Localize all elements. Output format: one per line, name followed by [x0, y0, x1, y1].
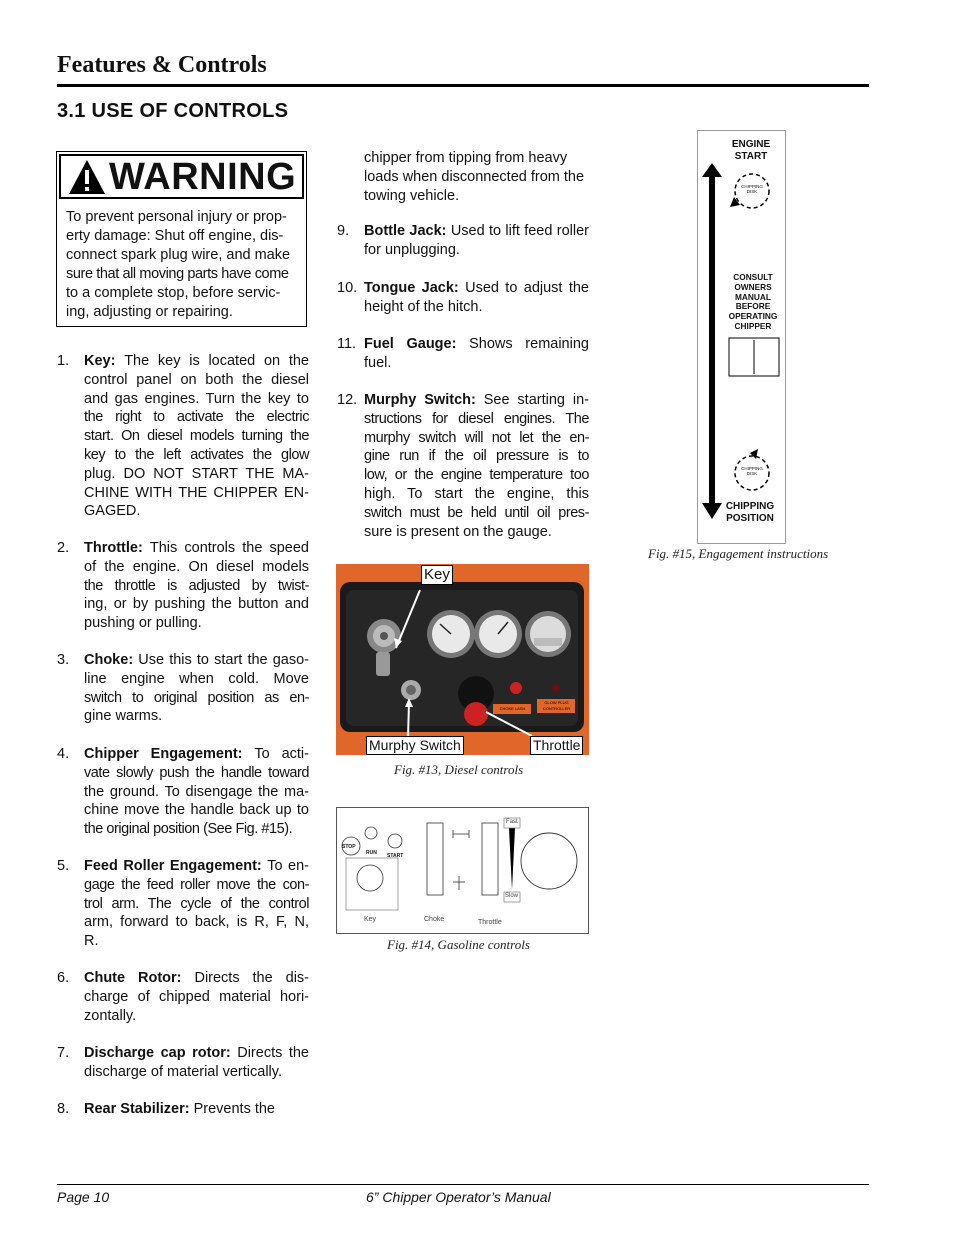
- list-item-text: [84, 539, 309, 633]
- fig14-label-fast: Fast: [506, 819, 518, 825]
- fig14-caption: Fig. #14, Gasoline controls: [387, 937, 530, 952]
- list-item-text: [84, 651, 309, 726]
- footer-rule: [57, 1184, 869, 1185]
- list-item-line: control panel on both the diesel: [84, 371, 309, 388]
- warning-line: ing, adjusting or repairing.: [66, 304, 233, 320]
- list-item-label: Chipper Engagement:: [84, 746, 255, 762]
- list-item-line: low, or the engine temperature too: [364, 467, 589, 484]
- list-item-line: Choke: Use this to start the gaso-: [84, 652, 310, 668]
- list-item-number: 12.: [337, 392, 358, 408]
- list-item-label: Bottle Jack:: [364, 223, 451, 239]
- fig14-label-key: Key: [364, 916, 377, 923]
- fig15-middle-line: CHIPPER: [734, 320, 772, 331]
- list-item-line: CHINE WITH THE CHIPPER EN-: [84, 484, 309, 501]
- list-item-text: [364, 391, 589, 541]
- list-item-line: plug. DO NOT START THE MA-: [84, 465, 309, 482]
- fig14-gasoline-controls: [336, 807, 589, 934]
- list-item-line: gine run if the oil pressure is to: [364, 448, 589, 465]
- fig14-label-run: RUN: [366, 850, 377, 856]
- fig14-label-slow: Slow: [505, 893, 519, 899]
- continuation-line: loads when disconnected from the: [364, 168, 585, 185]
- list-item-text: [84, 1044, 309, 1082]
- list-item-line: switch must be held until oil pres-: [364, 504, 589, 521]
- continuation-text: [364, 149, 589, 205]
- badge-line: DISK: [746, 189, 758, 194]
- fig14-label-throttle: Throttle: [478, 919, 502, 926]
- list-item-text: [364, 335, 589, 373]
- list-item-label: Throttle:: [84, 540, 150, 556]
- list-item-text: [84, 1100, 309, 1119]
- list-item-line: key to the left activates the glow: [84, 446, 309, 463]
- list-item-line: the original position (See Fig. #15).: [84, 821, 293, 838]
- list-item-line: GAGED.: [84, 503, 141, 520]
- list-item-number: 5.: [57, 858, 70, 874]
- fig14-label-stop: STOP: [342, 844, 356, 850]
- list-item-number: 8.: [57, 1101, 70, 1117]
- list-item-line: structions for diesel engines. The: [364, 410, 589, 427]
- diesel-control-panel-drawing: [336, 564, 589, 755]
- list-item-line: gage the feed roller move the con-: [84, 876, 309, 893]
- fig13-callout-key: Key: [421, 565, 453, 585]
- list-item-line: of the engine. On diesel models: [84, 558, 309, 575]
- list-item-number: 1.: [57, 353, 70, 369]
- warning-line: to a complete stop, before servic-: [66, 285, 281, 301]
- list-item-text: [84, 352, 309, 521]
- fig13-callout-murphy: Murphy Switch: [366, 736, 464, 755]
- list-item-line: Fuel Gauge: Shows remaining: [364, 336, 589, 352]
- list-item-line: Chipper Engagement: To acti-: [84, 746, 309, 762]
- list-item-number: 10.: [337, 280, 358, 296]
- fig15-middle-line: BEFORE: [735, 301, 771, 312]
- list-item-line: Feed Roller Engagement: To en-: [84, 858, 309, 874]
- footer-manual-title: 6” Chipper Operator’s Manual: [366, 1189, 551, 1205]
- section-title: Features & Controls: [57, 52, 267, 78]
- subsection-title: 3.1 USE OF CONTROLS: [57, 100, 289, 122]
- list-item-line: high. To start the engine, this: [364, 485, 589, 502]
- list-item-line: height of the hitch.: [364, 298, 483, 315]
- fig15-middle-line: OWNERS: [734, 281, 772, 292]
- badge-line: CHIPPING: [741, 184, 763, 189]
- fig13-glow-label: GLOW PLUG CONTROLLER: [542, 700, 571, 711]
- fig15-top-text: [726, 139, 776, 163]
- list-item-label: Rear Stabilizer:: [84, 1101, 194, 1117]
- fig15-bottom-line: POSITION: [726, 513, 774, 524]
- warning-line: sure that all moving parts have come: [66, 266, 289, 282]
- list-item-line: fuel.: [364, 354, 392, 371]
- fig15-middle-line: MANUAL: [735, 291, 771, 302]
- gasoline-control-panel-drawing: [337, 808, 588, 933]
- list-item-label: Fuel Gauge:: [364, 336, 470, 352]
- list-item-number: 6.: [57, 970, 70, 986]
- list-item-line: Chute Rotor: Directs the dis-: [84, 970, 309, 986]
- list-item-line: arm, forward to back, is R, F, N,: [84, 914, 309, 931]
- fig15-badge-bottom: [734, 466, 770, 476]
- badge-line: CHIPPING: [741, 466, 763, 471]
- list-item-text: [364, 279, 589, 317]
- list-item-number: 2.: [57, 540, 70, 556]
- list-item-text: [364, 222, 589, 260]
- list-item-line: ing, or by pushing the button and: [84, 596, 309, 613]
- list-item-label: Feed Roller Engagement:: [84, 858, 268, 874]
- list-item-label: Choke:: [84, 652, 139, 668]
- fig15-bottom-line: CHIPPING: [725, 501, 775, 512]
- list-item-number: 3.: [57, 652, 70, 668]
- list-item-line: zontally.: [84, 1007, 137, 1024]
- list-item-line: switch to original position as en-: [84, 689, 309, 706]
- fig15-top-line: ENGINE: [731, 139, 771, 150]
- list-item-line: Key: The key is located on the: [84, 353, 309, 369]
- list-item-label: Discharge cap rotor:: [84, 1045, 238, 1061]
- list-item-line: chine move the handle back up to: [84, 802, 309, 819]
- fig13-choke-label: CHOKE LASH: [499, 706, 526, 711]
- list-item-line: trol arm. The cycle of the control: [84, 895, 309, 912]
- list-item-line: Throttle: This controls the speed: [84, 540, 309, 556]
- list-item-line: for unplugging.: [364, 241, 460, 258]
- fig14-label-start: START: [387, 853, 404, 859]
- list-item-line: Discharge cap rotor: Directs the: [84, 1045, 309, 1061]
- warning-title: WARNING: [109, 155, 297, 198]
- list-item-line: charge of chipped material hori-: [84, 988, 309, 1005]
- fig15-engagement-decal: [697, 130, 786, 544]
- list-item-line: the throttle is adjusted by twist-: [84, 577, 309, 594]
- list-item-line: the ground. To disengage the ma-: [84, 783, 309, 800]
- list-item-text: [84, 745, 309, 839]
- controls-list-left: [57, 0, 309, 1235]
- list-item-number: 4.: [57, 746, 70, 762]
- list-item-label: Murphy Switch:: [364, 392, 484, 408]
- fig14-label-choke: Choke: [424, 916, 445, 923]
- list-item-line: sure is present on the gauge.: [364, 523, 552, 540]
- fig15-middle-line: OPERATING: [728, 311, 778, 322]
- fig15-badge-top: [734, 184, 770, 194]
- list-item-line: Bottle Jack: Used to lift feed roller: [364, 223, 589, 239]
- fig15-caption: Fig. #15, Engagement instructions: [648, 546, 829, 561]
- list-item-line: gine warms.: [84, 708, 163, 725]
- list-item-number: 7.: [57, 1045, 70, 1061]
- fig13-callout-throttle: Throttle: [530, 736, 583, 755]
- footer-page-number: Page 10: [57, 1189, 110, 1205]
- list-item-line: Rear Stabilizer: Prevents the: [84, 1101, 276, 1117]
- list-item-line: start. On diesel models turning the: [84, 428, 309, 445]
- badge-line: DISK: [746, 471, 758, 476]
- list-item-label: Key:: [84, 353, 125, 369]
- list-item-line: pushing or pulling.: [84, 615, 202, 632]
- list-item-label: Chute Rotor:: [84, 970, 195, 986]
- continuation-line: chipper from tipping from heavy: [364, 150, 568, 166]
- list-item-line: line engine when cold. Move: [84, 670, 309, 687]
- list-item-line: Tongue Jack: Used to adjust the: [364, 280, 589, 296]
- warning-line: connect spark plug wire, and make: [66, 247, 291, 263]
- list-item-line: vate slowly push the handle toward: [84, 764, 309, 781]
- list-item-text: [84, 969, 309, 1025]
- list-item-line: murphy switch will not let the en-: [364, 429, 589, 446]
- list-item-number: 11.: [337, 336, 357, 352]
- fig15-middle-line: CONSULT: [733, 272, 773, 282]
- list-item-line: R.: [84, 933, 99, 950]
- fig15-top-line: START: [734, 151, 768, 162]
- continuation-line: towing vehicle.: [364, 187, 460, 204]
- warning-line: To prevent personal injury or prop-: [66, 209, 287, 225]
- list-item-line: Murphy Switch: See starting in-: [364, 392, 589, 408]
- list-item-line: discharge of material vertically.: [84, 1063, 282, 1080]
- list-item-line: the right to activate the electric: [84, 409, 309, 426]
- list-item-label: Tongue Jack:: [364, 280, 466, 296]
- list-item-line: and gas engines. Turn the key to: [84, 390, 309, 407]
- list-item-text: [84, 857, 309, 951]
- fig15-bottom-text: [720, 501, 780, 525]
- fig13-diesel-controls: [336, 564, 589, 755]
- list-item-number: 9.: [337, 223, 350, 239]
- fig15-middle-text: [724, 273, 782, 332]
- fig13-caption: Fig. #13, Diesel controls: [394, 762, 524, 777]
- warning-line: erty damage: Shut off engine, dis-: [66, 228, 284, 244]
